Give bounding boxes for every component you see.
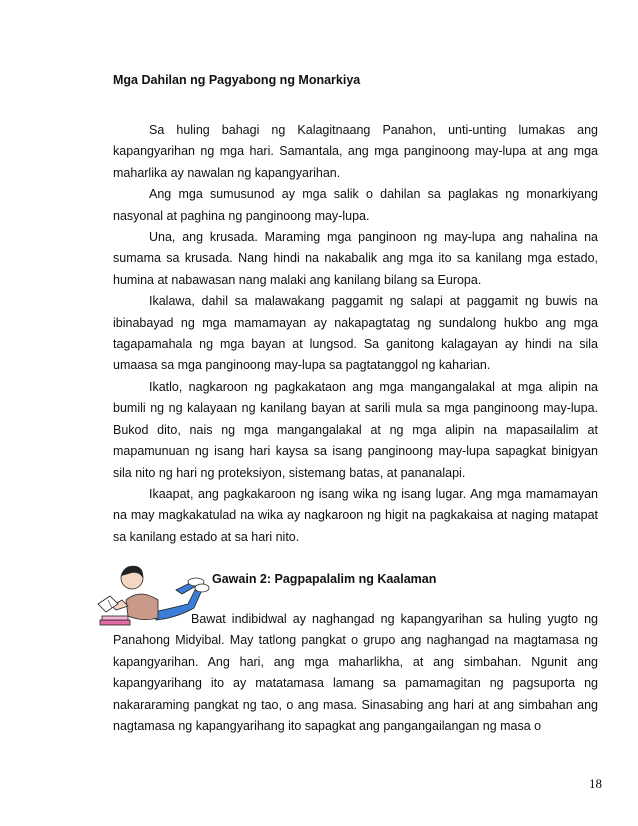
body-text: [113, 120, 598, 548]
paragraph: Ikatlo, nagkaroon ng pagkakataon ang mga mangangalakal at mga alipin na bumili ng ng kalayaan ng kanilang bayan at sarili mula sa mga panginoong may-lupa. Bukod dito, nais ng mga mangangalakal at ng mga alipin na mapasailalim at mapamunuan ng isang hari kaysa sa isang panginoong may-lupa sapagkat binigyan sila nito ng hari ng proteksiyon, sistemang batas, at pananalapi.: [113, 379, 598, 480]
paragraph: Ikaapat, ang pagkakaroon ng isang wika ng isang lugar. Ang mga mamamayan na may magkakatulad na wika ay nagkaroon ng higit na pagkakaisa at naging matapat sa kanilang estado at sa hari nito.: [113, 486, 598, 544]
paragraph: Bawat indibidwal ay naghangad ng kapangyarihan sa huling yugto ng Panahong Midyibal. May tatlong pangkat o grupo ang naghangad na magtamasa ng kapangyarihan. Ang hari, ang mga maharlikha, at ang simbahan. Ngunit ang kapangyarihang ito ay matatamasa lamang sa pamamagitan ng pagsuporta ng nakararaming pangkat ng tao, o ang masa. Sinasabing ang hari at ang simbahan ang nagtamasa ng kapangyarihang ito sapagkat ang pangangailangan ng masa o: [113, 612, 598, 734]
activity-heading: Gawain 2: Pagpapalalim ng Kaalaman: [212, 572, 437, 586]
section-title: Mga Dahilan ng Pagyabong ng Monarkiya: [113, 73, 361, 87]
activity-body-text: [113, 609, 598, 737]
paragraph: Ikalawa, dahil sa malawakang paggamit ng salapi at paggamit ng buwis na ibinabayad ng mga mamamayan ay nakapagtatag ng sundalong hukbo ang mga tagapamahala ng mga bayan at lungsod. Sa ganitong kalagayan ay hindi na sila umaasa sa mga panginoong may-lupa sa pagtatanggol ng kaharian.: [113, 294, 598, 373]
page-number: 18: [589, 776, 602, 791]
paragraph: Sa huling bahagi ng Kalagitnaang Panahon, unti-unting lumakas ang kapangyarihan ng mga hari. Samantala, ang mga panginoong may-lupa at ang mga maharlika ay nawalan ng kapangyarihan.: [113, 123, 598, 180]
paragraph: Una, ang krusada. Maraming mga panginoon ng may-lupa ang nahalina na sumama sa krusada. Nang hindi na nakabalik ang mga ito sa kanilang mga estado, humina at nabawasan nang malaki ang kanilang bilang sa Europa.: [113, 230, 598, 287]
paragraph: Ang mga sumusunod ay mga salik o dahilan sa paglakas ng monarkiyang nasyonal at paghina ng panginoong may-lupa.: [113, 187, 598, 223]
